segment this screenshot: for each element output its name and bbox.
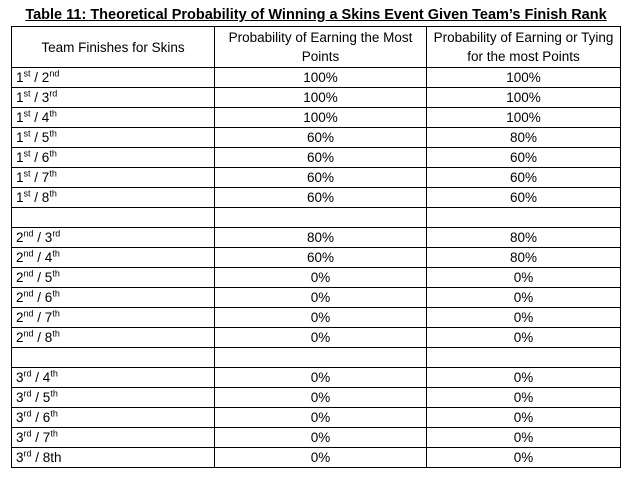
rank-suffix: st <box>23 108 31 119</box>
rank-number: 2 <box>16 250 24 265</box>
prob-tie-cell: 80% <box>427 248 621 268</box>
rank-suffix: nd <box>23 268 34 279</box>
rank-suffix: nd <box>23 228 34 239</box>
table-row <box>12 268 621 288</box>
prob-most-cell: 0% <box>215 408 427 428</box>
table-row <box>12 248 621 268</box>
rank-number: 8 <box>44 330 53 345</box>
prob-tie-cell: 100% <box>427 88 621 108</box>
rank-separator: / <box>30 190 42 205</box>
rank-number: 3 <box>16 370 24 385</box>
finish-pair-cell <box>12 68 215 88</box>
rank-number: 1 <box>16 70 24 85</box>
rank-number: 2 <box>16 310 24 325</box>
rank-suffix: st <box>23 188 31 199</box>
probability-table <box>11 26 621 468</box>
rank-number: 2 <box>16 230 24 245</box>
rank-number: 2 <box>16 270 24 285</box>
table-row <box>12 188 621 208</box>
rank-separator: / <box>33 230 45 245</box>
finish-pair-cell <box>12 228 215 248</box>
finish-pair-cell <box>12 408 215 428</box>
prob-tie-cell: 0% <box>427 428 621 448</box>
prob-most-cell: 100% <box>215 108 427 128</box>
finish-pair-cell <box>12 288 215 308</box>
prob-tie-cell: 100% <box>427 68 621 88</box>
prob-most-cell: 60% <box>215 188 427 208</box>
rank-separator: / <box>30 150 42 165</box>
rank-separator: / <box>33 330 45 345</box>
prob-most-cell: 60% <box>215 248 427 268</box>
rank-suffix: st <box>23 128 31 139</box>
rank-suffix: rd <box>23 448 32 459</box>
rank-suffix: nd <box>23 328 34 339</box>
rank-suffix: th <box>52 288 60 299</box>
finish-pair-cell <box>12 148 215 168</box>
rank-separator: / <box>33 270 45 285</box>
prob-tie-cell: 0% <box>427 308 621 328</box>
finish-pair-cell <box>12 108 215 128</box>
header-row <box>12 27 621 68</box>
prob-tie-cell: 100% <box>427 108 621 128</box>
table-row <box>12 368 621 388</box>
rank-number: 2 <box>16 330 24 345</box>
prob-most-cell: 0% <box>215 268 427 288</box>
finish-pair-cell <box>12 328 215 348</box>
rank-number: 7 <box>41 170 50 185</box>
prob-most-cell: 60% <box>215 128 427 148</box>
prob-tie-cell: 0% <box>427 368 621 388</box>
prob-most-cell: 80% <box>215 228 427 248</box>
column-header-tie-points: Probability of Earning or Tying for the most Points <box>427 27 621 68</box>
rank-suffix: rd <box>23 408 32 419</box>
prob-most-cell: 0% <box>215 308 427 328</box>
rank-suffix: rd <box>23 388 32 399</box>
rank-separator: / <box>30 130 42 145</box>
rank-number: 6 <box>42 410 51 425</box>
rank-separator: / <box>30 110 42 125</box>
rank-number: 3 <box>44 230 53 245</box>
rank-number: 3 <box>16 390 24 405</box>
prob-tie-cell: 0% <box>427 288 621 308</box>
prob-most-cell: 0% <box>215 428 427 448</box>
prob-tie-cell: 60% <box>427 168 621 188</box>
column-header-finishes: Team Finishes for Skins <box>12 27 215 68</box>
rank-suffix: th <box>49 108 57 119</box>
rank-number: 3 <box>41 90 50 105</box>
rank-suffix: rd <box>23 428 32 439</box>
rank-suffix: th <box>50 368 58 379</box>
rank-number: 5 <box>42 390 51 405</box>
table-row <box>12 168 621 188</box>
rank-suffix: nd <box>23 248 34 259</box>
table-row <box>12 428 621 448</box>
rank-suffix: th <box>50 408 58 419</box>
rank-suffix: nd <box>23 308 34 319</box>
rank-suffix: st <box>23 168 31 179</box>
prob-tie-cell: 0% <box>427 328 621 348</box>
empty-cell <box>215 208 427 228</box>
rank-number: 4 <box>41 110 50 125</box>
prob-tie-cell: 60% <box>427 188 621 208</box>
rank-number: 2 <box>41 70 50 85</box>
rank-separator: / <box>30 70 42 85</box>
rank-suffix: th <box>50 388 58 399</box>
rank-separator: / <box>31 450 43 465</box>
rank-number: 6 <box>41 150 50 165</box>
rank-separator: / <box>30 90 42 105</box>
rank-number: 1 <box>16 110 24 125</box>
rank-suffix: th <box>50 428 58 439</box>
prob-tie-cell: 0% <box>427 268 621 288</box>
prob-most-cell: 0% <box>215 288 427 308</box>
table-row <box>12 288 621 308</box>
rank-number: 5 <box>44 270 53 285</box>
finish-pair-cell <box>12 448 215 468</box>
prob-tie-cell: 60% <box>427 148 621 168</box>
finish-pair-cell <box>12 388 215 408</box>
rank-separator: / <box>31 410 43 425</box>
empty-cell <box>427 348 621 368</box>
rank-number: 1 <box>16 90 24 105</box>
rank-suffix: st <box>23 88 31 99</box>
rank-number: 3 <box>16 450 24 465</box>
finish-pair-cell <box>12 368 215 388</box>
prob-most-cell: 0% <box>215 388 427 408</box>
rank-number: 6 <box>44 290 53 305</box>
prob-most-cell: 0% <box>215 448 427 468</box>
rank-suffix: st <box>23 148 31 159</box>
prob-most-cell: 60% <box>215 168 427 188</box>
rank-suffix: th <box>49 188 57 199</box>
rank-separator: / <box>33 310 45 325</box>
rank-suffix: th <box>49 128 57 139</box>
finish-pair-cell <box>12 428 215 448</box>
finish-pair-cell <box>12 188 215 208</box>
rank-suffix: th <box>49 168 57 179</box>
empty-cell <box>215 348 427 368</box>
rank-suffix: th <box>52 268 60 279</box>
prob-most-cell: 0% <box>215 328 427 348</box>
rank-suffix: th <box>52 328 60 339</box>
finish-pair-cell <box>12 308 215 328</box>
rank-number: 1 <box>16 170 24 185</box>
rank-number: 1 <box>16 190 24 205</box>
rank-suffix: th <box>52 248 60 259</box>
prob-tie-cell: 80% <box>427 228 621 248</box>
rank-separator: / <box>31 370 43 385</box>
rank-number: 3 <box>16 430 24 445</box>
prob-most-cell: 60% <box>215 148 427 168</box>
table-row <box>12 148 621 168</box>
spacer-row <box>12 208 621 228</box>
rank-suffix: th <box>52 308 60 319</box>
rank-number: 8 <box>41 190 50 205</box>
rank-number: 5 <box>41 130 50 145</box>
rank-separator: / <box>31 430 43 445</box>
table-row <box>12 128 621 148</box>
empty-cell <box>12 348 215 368</box>
rank-suffix: nd <box>23 288 34 299</box>
rank-suffix: rd <box>49 88 58 99</box>
table-row <box>12 68 621 88</box>
table-row <box>12 328 621 348</box>
rank-number: 2 <box>16 290 24 305</box>
table-caption: Table 11: Theoretical Probability of Winning a Skins Event Given Team’s Finish Rank <box>25 7 607 23</box>
finish-pair-cell <box>12 168 215 188</box>
table-row <box>12 108 621 128</box>
table-row <box>12 88 621 108</box>
table-body <box>12 27 621 468</box>
table-row <box>12 408 621 428</box>
rank-number: 8th <box>42 450 62 465</box>
table-row <box>12 228 621 248</box>
finish-pair-cell <box>12 88 215 108</box>
finish-pair-cell <box>12 128 215 148</box>
rank-number: 1 <box>16 130 24 145</box>
spacer-row <box>12 348 621 368</box>
rank-number: 7 <box>42 430 51 445</box>
prob-most-cell: 0% <box>215 368 427 388</box>
prob-tie-cell: 80% <box>427 128 621 148</box>
rank-number: 1 <box>16 150 24 165</box>
rank-separator: / <box>30 170 42 185</box>
column-header-most-points: Probability of Earning the Most Points <box>215 27 427 68</box>
rank-suffix: th <box>49 148 57 159</box>
rank-number: 7 <box>44 310 53 325</box>
rank-separator: / <box>33 250 45 265</box>
prob-tie-cell: 0% <box>427 448 621 468</box>
table-row <box>12 448 621 468</box>
rank-number: 3 <box>16 410 24 425</box>
rank-separator: / <box>31 390 43 405</box>
table-row <box>12 308 621 328</box>
finish-pair-cell <box>12 248 215 268</box>
empty-cell <box>427 208 621 228</box>
prob-most-cell: 100% <box>215 88 427 108</box>
rank-suffix: rd <box>52 228 61 239</box>
rank-suffix: st <box>23 68 31 79</box>
prob-tie-cell: 0% <box>427 408 621 428</box>
rank-number: 4 <box>44 250 53 265</box>
finish-pair-cell <box>12 268 215 288</box>
empty-cell <box>12 208 215 228</box>
rank-suffix: nd <box>49 68 60 79</box>
table-row <box>12 388 621 408</box>
rank-number: 4 <box>42 370 51 385</box>
rank-suffix: rd <box>23 368 32 379</box>
rank-separator: / <box>33 290 45 305</box>
prob-most-cell: 100% <box>215 68 427 88</box>
prob-tie-cell: 0% <box>427 388 621 408</box>
